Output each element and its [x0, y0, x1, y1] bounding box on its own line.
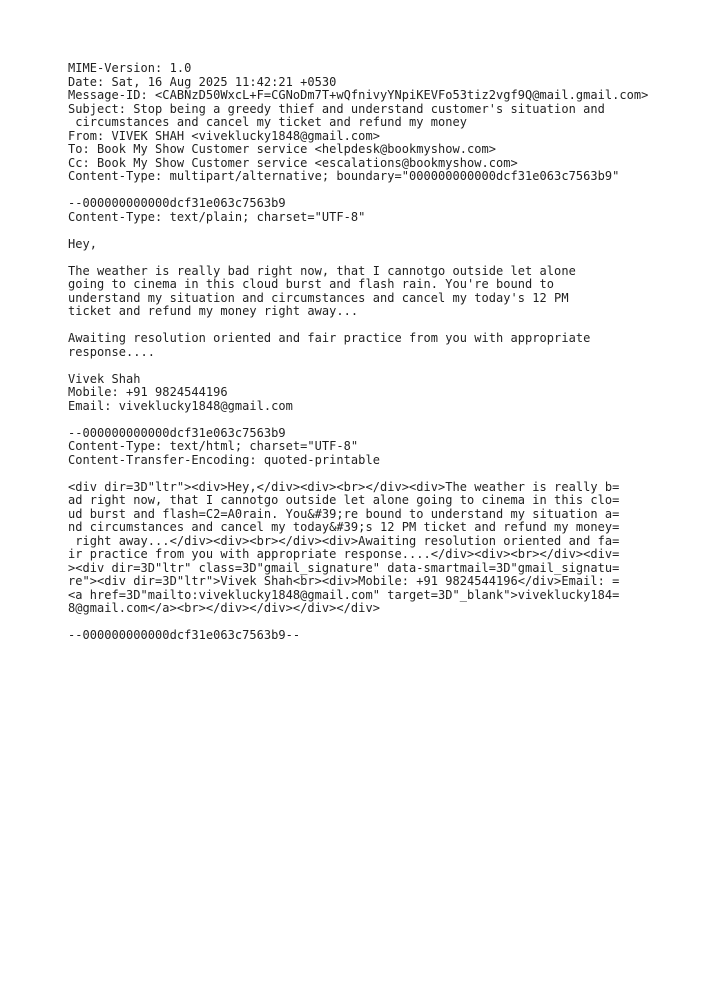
raw-line-27 — [68, 413, 648, 427]
raw-line-34: ud burst and flash=C2=A0rain. You&#39;re bound to understand my situation a= — [68, 506, 620, 521]
raw-line-26: Email: viveklucky1848@gmail.com — [68, 398, 293, 413]
raw-line-25: Mobile: +91 9824544196 — [68, 385, 228, 399]
raw-line-16: The weather is really bad right now, that I cannotgo outside let alone — [68, 263, 576, 278]
raw-line-4: Subject: Stop being a greedy thief and understand customer's situation and — [68, 101, 605, 116]
raw-line-18: understand my situation and circumstances and cancel my today's 12 PM — [68, 290, 569, 305]
raw-line-12: Content-Type: text/plain; charset="UTF-8" — [68, 209, 366, 224]
raw-line-13 — [68, 224, 648, 238]
raw-line-10 — [68, 184, 648, 198]
raw-line-7: To: Book My Show Customer service <helpdesk@bookmyshow.com> — [68, 142, 497, 156]
raw-line-3: Message-ID: <CABNzD50WxcL+F=CGNoDm7T+wQfnivyYNpiKEVFo53tiz2vgf9Q@mail.gmail.com> — [68, 88, 649, 102]
raw-line-24: Vivek Shah — [68, 371, 141, 386]
raw-line-17: going to cinema in this cloud burst and flash rain. You're bound to — [68, 277, 555, 291]
raw-line-39: re"><div dir=3D"ltr">Vivek Shah<br><div>Mobile: +91 9824544196</div>Email: = — [68, 574, 620, 588]
raw-line-2: Date: Sat, 16 Aug 2025 11:42:21 +0530 — [68, 74, 337, 89]
raw-line-35: nd circumstances and cancel my today&#39;s 12 PM ticket and refund my money= — [68, 520, 620, 534]
raw-line-15 — [68, 251, 648, 265]
raw-line-8: Cc: Book My Show Customer service <escalations@bookmyshow.com> — [68, 155, 518, 170]
raw-line-14: Hey, — [68, 236, 98, 251]
raw-line-37: ir practice from you with appropriate response....</div><div><br></div><div= — [68, 547, 620, 561]
raw-line-11: --000000000000dcf31e063c7563b9 — [68, 196, 286, 210]
raw-line-20 — [68, 319, 648, 333]
raw-line-42 — [68, 616, 648, 630]
raw-line-23 — [68, 359, 648, 373]
raw-line-36: right away...</div><div><br></div><div>Awaiting resolution oriented and fa= — [68, 533, 620, 548]
raw-line-30: Content-Transfer-Encoding: quoted-printable — [68, 452, 380, 467]
raw-line-38: ><div dir=3D"ltr" class=3D"gmail_signature" data-smartmail=3D"gmail_signatu= — [68, 560, 620, 575]
raw-line-6: From: VIVEK SHAH <viveklucky1848@gmail.com> — [68, 128, 380, 143]
raw-line-28: --000000000000dcf31e063c7563b9 — [68, 425, 286, 440]
email-raw-text — [68, 62, 648, 643]
raw-line-40: <a href=3D"mailto:viveklucky1848@gmail.com" target=3D"_blank">viveklucky184= — [68, 587, 620, 602]
raw-line-32: <div dir=3D"ltr"><div>Hey,</div><div><br></div><div>The weather is really b= — [68, 479, 620, 494]
raw-line-33: ad right now, that I cannotgo outside let alone going to cinema in this clo= — [68, 493, 620, 507]
raw-line-9: Content-Type: multipart/alternative; boundary="000000000000dcf31e063c7563b9" — [68, 169, 620, 183]
raw-line-41: 8@gmail.com</a><br></div></div></div></div> — [68, 601, 380, 615]
raw-line-29: Content-Type: text/html; charset="UTF-8" — [68, 439, 359, 453]
raw-line-5: circumstances and cancel my ticket and refund my money — [68, 115, 468, 129]
raw-line-22: response.... — [68, 344, 156, 359]
raw-line-1: MIME-Version: 1.0 — [68, 61, 192, 75]
raw-line-43: --000000000000dcf31e063c7563b9-- — [68, 628, 301, 642]
raw-line-21: Awaiting resolution oriented and fair practice from you with appropriate — [68, 331, 591, 345]
raw-line-31 — [68, 467, 648, 481]
raw-line-19: ticket and refund my money right away... — [68, 304, 359, 318]
